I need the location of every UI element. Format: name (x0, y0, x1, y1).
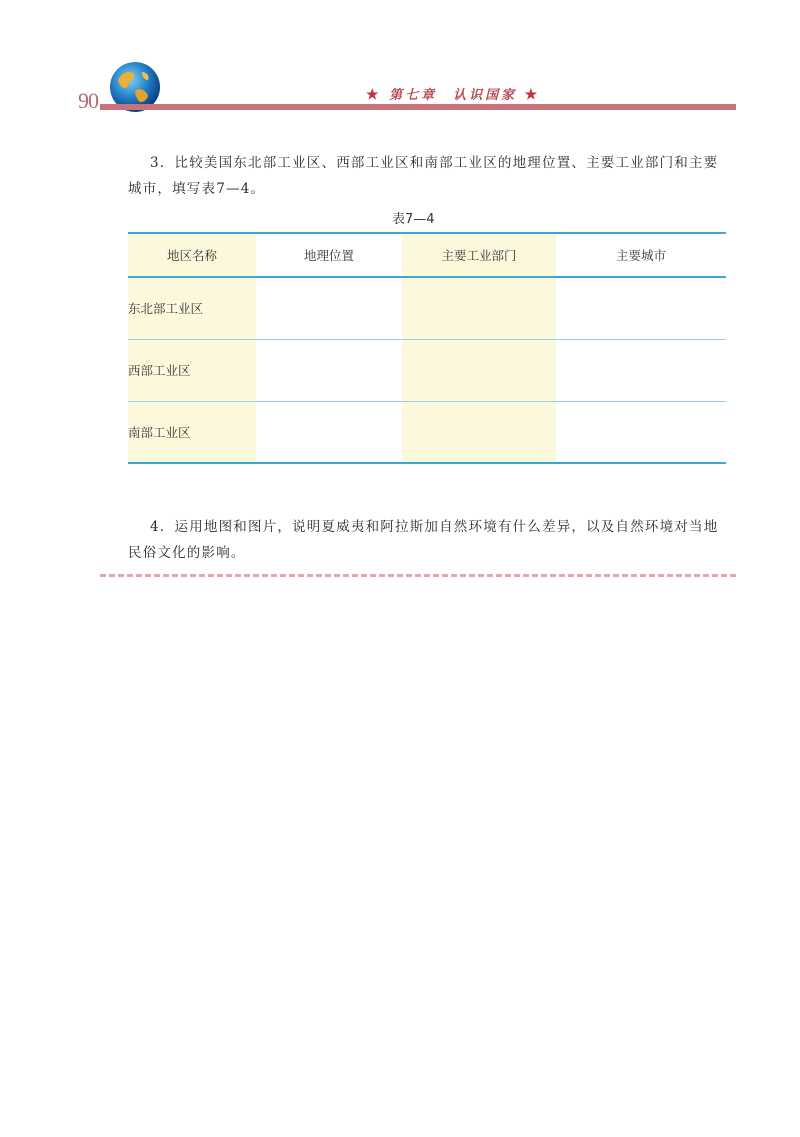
dashed-divider (100, 574, 736, 577)
star-icon: ★ (366, 87, 382, 103)
cities-cell[interactable] (556, 401, 726, 463)
table-header-row (128, 233, 726, 277)
chapter-heading (366, 84, 540, 103)
table-row (128, 339, 726, 401)
header-location: 地理位置 (303, 248, 354, 263)
chapter-title: 第七章 认识国家 (389, 88, 518, 103)
table-caption: 表7—4 (392, 212, 435, 227)
industry-cell[interactable] (402, 339, 556, 401)
industry-cell[interactable] (402, 277, 556, 339)
cities-cell[interactable] (556, 277, 726, 339)
region-cell: 西部工业区 (128, 339, 256, 401)
region-cell: 东北部工业区 (128, 277, 256, 339)
table-row (128, 401, 726, 463)
location-cell[interactable] (256, 339, 402, 401)
question-4: 4．运用地图和图片，说明夏威夷和阿拉斯加自然环境有什么差异，以及自然环境对当地民俗文化的影响。 (128, 519, 719, 561)
header-industry: 主要工业部门 (402, 233, 556, 277)
location-cell[interactable] (256, 401, 402, 463)
page-number: 90 (78, 88, 98, 113)
industry-cell[interactable] (402, 401, 556, 463)
location-cell[interactable] (256, 277, 402, 339)
region-cell: 南部工业区 (128, 401, 256, 463)
question-3: 3．比较美国东北部工业区、西部工业区和南部工业区的地理位置、主要工业部门和主要城市，填写表7—4。 (128, 155, 719, 197)
table-row (128, 277, 726, 339)
star-icon: ★ (524, 87, 541, 103)
header-region-name: 地区名称 (128, 233, 256, 277)
cities-cell[interactable] (556, 339, 726, 401)
industrial-regions-table (128, 232, 726, 464)
header-cities: 主要城市 (615, 248, 666, 263)
header-band (100, 104, 736, 110)
